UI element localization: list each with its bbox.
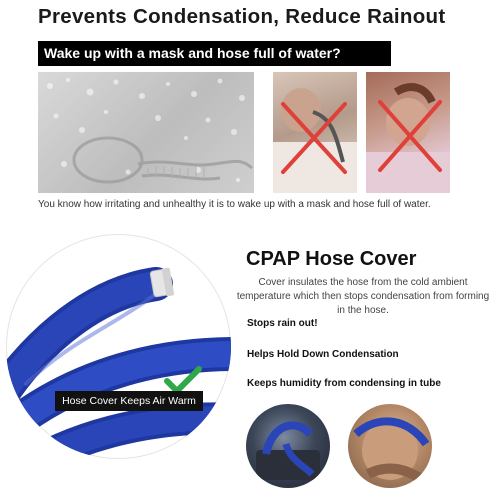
sleeper-photo-1: [273, 72, 357, 193]
sleeper-with-cover-photo: [348, 404, 432, 488]
caption: You know how irritating and unhealthy it is to wake up with a mask and hose full of water.: [38, 199, 431, 210]
feature-item: Stops rain out!: [247, 318, 318, 329]
cpap-machine-photo: [246, 404, 330, 488]
blue-hose-illustration: [6, 234, 231, 459]
feature-item: Keeps humidity from condensing in tube: [247, 378, 441, 389]
headline: Prevents Condensation, Reduce Rainout: [38, 5, 446, 28]
sleeper-photo-2: [366, 72, 450, 193]
wet-mask-illustration: [38, 72, 254, 193]
product-title: CPAP Hose Cover: [246, 248, 417, 270]
question-banner: Wake up with a mask and hose full of water?: [38, 41, 391, 66]
hose-cuff: [150, 268, 175, 298]
hose-cover-photo: [6, 234, 231, 459]
hose-cover-label: Hose Cover Keeps Air Warm: [55, 391, 203, 411]
feature-item: Helps Hold Down Condensation: [247, 349, 399, 360]
wet-mask-photo: [38, 72, 254, 193]
product-description: Cover insulates the hose from the cold ambient temperature which then stops condensation from forming in the hose.: [236, 277, 490, 316]
